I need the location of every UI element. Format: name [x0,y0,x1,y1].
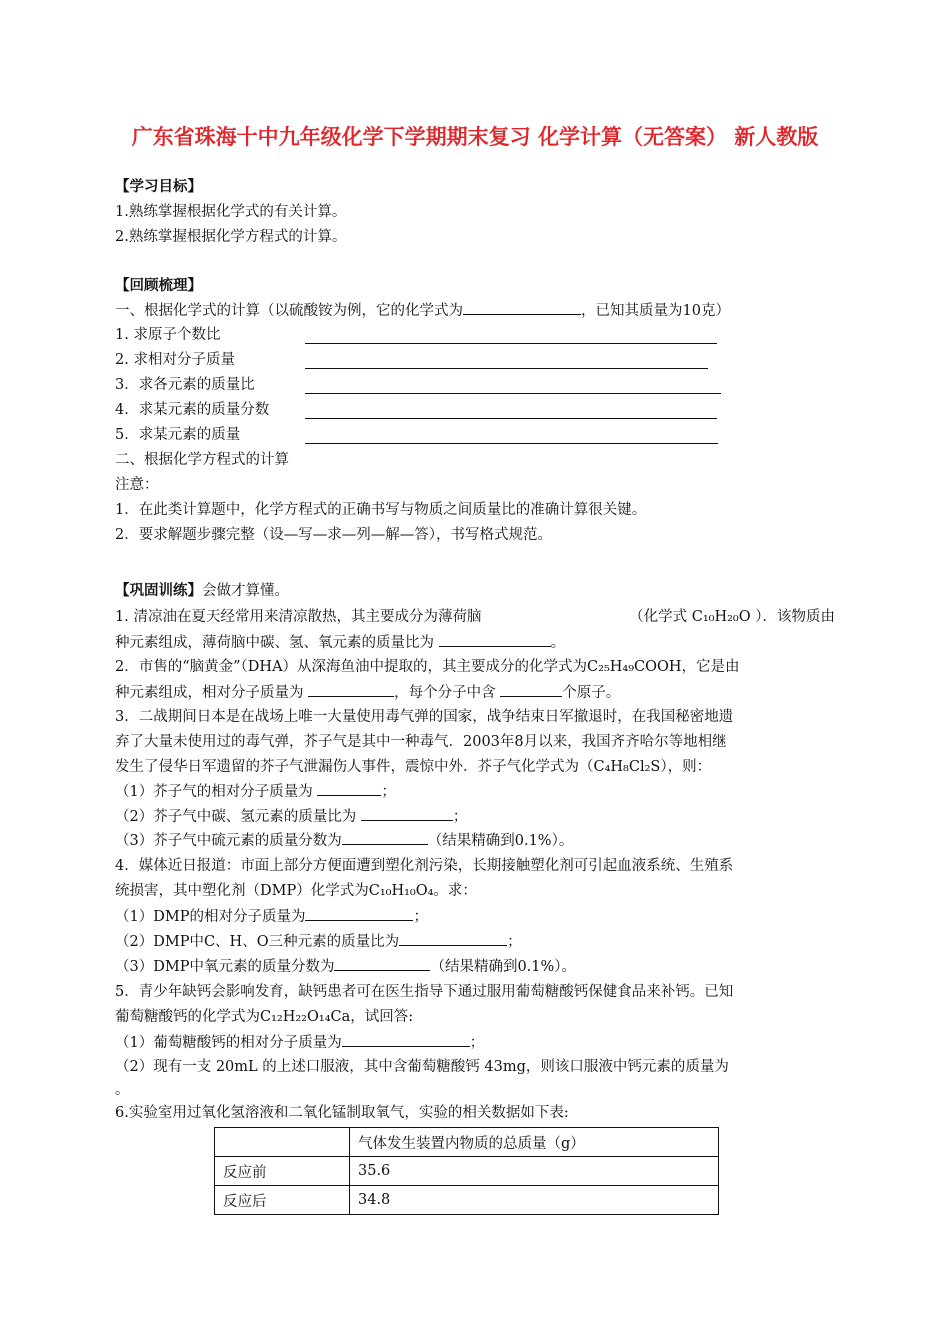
review-item: 5．求某元素的质量 [115,427,241,443]
review-item: 4．求某元素的质量分数 [115,402,270,418]
semicolon: ； [507,934,522,950]
answer-blank[interactable] [500,682,562,697]
answer-line[interactable] [305,393,721,394]
q3-sub-text: （3）芥子气中硫元素的质量分数为 [115,833,342,849]
answer-blank[interactable] [308,682,394,697]
q1-text: 1. 清凉油在夏天经常用来清凉散热，其主要成分为薄荷脑 [115,609,482,625]
q1-formula: （化学式 C₁₀H₂₀O ）．该物质由 [629,609,835,625]
semicolon: ； [413,909,428,925]
q3-line3: 发生了侵华日军遗留的芥子气泄漏伤人事件，震惊中外．芥子气化学式为（C₄H₈Cl₂S），则： [115,759,712,775]
review-heading: 【回顾梳理】 [115,278,202,294]
semicolon: ； [452,809,468,825]
table-header-cell: 气体发生装置内物质的总质量（g） [350,1128,719,1157]
answer-line[interactable] [305,443,718,444]
review-part1-text: 一、根据化学式的计算（以硫酸铵为例，它的化学式为 [115,303,463,319]
table-row [215,1157,719,1186]
q5-line2: 葡萄糖酸钙的化学式为C₁₂H₂₂O₁₄Ca，试回答: [115,1009,414,1025]
q3-sub-text: （2）芥子气中碳、氢元素的质量比为 [115,809,357,825]
q4-line1: 4．媒体近日报道：市面上部分方便面遭到塑化剂污染，长期接触塑化剂可引起血液系统、生殖系 [115,858,734,874]
answer-line[interactable] [305,343,717,344]
goals-heading: 【学习目标】 [115,179,202,195]
semicolon: ； [469,1035,485,1051]
semicolon: ； [381,784,396,800]
q2-text: ，每个分子中含 [394,685,496,701]
page-title: 广东省珠海十中九年级化学下学期期末复习 化学计算（无答案） 新人教版 [131,125,819,149]
table-header-row [215,1128,719,1157]
q4-sub-tail: （结果精确到0.1%）。 [430,959,577,975]
q3-sub-tail: （结果精确到0.1%）。 [427,833,574,849]
note-label: 注意： [115,477,159,493]
review-item: 1. 求原子个数比 [115,327,221,343]
answer-blank[interactable] [439,632,551,647]
q3-line2: 弃了大量未使用过的毒气弹，芥子气是其中一种毒气．2003年8月以来，我国齐齐哈尔等地相继 [115,734,727,750]
answer-blank[interactable] [342,830,428,845]
q3-line1: 3．二战期间日本是在战场上唯一大量使用毒气弹的国家，战争结束日军撤退时，在我国秘密地遗 [115,709,734,725]
q4-line2: 统损害，其中塑化剂（DMP）化学式为C₁₀H₁₀O₄。求： [115,883,477,899]
q2-line1: 2．市售的“脑黄金”（DHA）从深海鱼油中提取的，其主要成分的化学式为C₂₅H₄₉COOH，它是由 [115,659,740,675]
q3-sub3 [115,830,573,851]
answer-blank[interactable] [399,931,507,946]
q1-text: 种元素组成，薄荷脑中碳、氢、氧元素的质量比为 [115,635,434,651]
q4-sub1 [115,906,428,927]
q4-sub-text: （3）DMP中氧元素的质量分数为 [115,959,335,975]
practice-heading-tail: 会做才算懂。 [202,583,289,599]
table-header-cell [215,1128,350,1157]
q5-sub2: （2）现有一支 20mL 的上述口服液，其中含葡萄糖酸钙 43mg，则该口服液中钙元素的质量为 [115,1059,729,1075]
answer-blank[interactable] [361,806,453,821]
q5-sub1 [115,1032,484,1053]
answer-line[interactable] [305,368,708,369]
q2-text: 种元素组成，相对分子质量为 [115,685,304,701]
table-cell: 34.8 [350,1186,719,1215]
q5-sub2-tail: 。 [115,1082,130,1098]
q4-sub3 [115,956,576,977]
answer-blank[interactable] [317,781,381,796]
review-part1-tail: ，已知其质量为10克） [581,303,730,319]
q1-line2 [115,632,565,653]
q6-line1: 6.实验室用过氧化氢溶液和二氧化锰制取氧气，实验的相关数据如下表: [115,1105,569,1121]
q4-sub2 [115,931,522,952]
goal-item: 1.熟练掌握根据化学式的有关计算。 [115,204,347,220]
q2-line2 [115,682,620,703]
q2-tail: 个原子。 [562,685,621,701]
answer-blank[interactable] [334,956,430,971]
q5-sub-text: （1）葡萄糖酸钙的相对分子质量为 [115,1035,342,1051]
review-part2: 二、根据化学方程式的计算 [115,452,289,468]
q3-sub2 [115,806,467,827]
q5-line1: 5．青少年缺钙会影响发育，缺钙患者可在医生指导下通过服用葡萄糖酸钙保健食品来补钙。已知 [115,984,734,1000]
practice-heading-line [115,581,289,601]
data-table [214,1127,719,1215]
answer-blank[interactable] [305,906,413,921]
table-row [215,1186,719,1215]
q3-sub-text: （1）芥子气的相对分子质量为 [115,784,313,800]
answer-blank[interactable] [342,1032,470,1047]
q3-sub1 [115,781,396,802]
goal-item: 2.熟练掌握根据化学方程式的计算。 [115,229,347,245]
table-cell: 反应前 [215,1157,350,1186]
answer-blank[interactable] [463,300,581,315]
q1-tail: 。 [550,635,566,651]
table-cell: 35.6 [350,1157,719,1186]
table-cell: 反应后 [215,1186,350,1215]
note-item: 1．在此类计算题中，化学方程式的正确书写与物质之间质量比的准确计算很关键。 [115,502,647,518]
practice-heading: 【巩固训练】 [115,583,202,599]
q4-sub-text: （2）DMP中C、H、O三种元素的质量比为 [115,934,400,950]
review-part1 [115,300,730,321]
note-item: 2．要求解题步骤完整（设—写—求—列—解—答），书写格式规范。 [115,527,552,543]
q4-sub-text: （1）DMP的相对分子质量为 [115,909,306,925]
review-item: 2. 求相对分子质量 [115,352,235,368]
answer-line[interactable] [305,418,717,419]
q1-line1 [115,607,835,627]
review-item: 3．求各元素的质量比 [115,377,255,393]
